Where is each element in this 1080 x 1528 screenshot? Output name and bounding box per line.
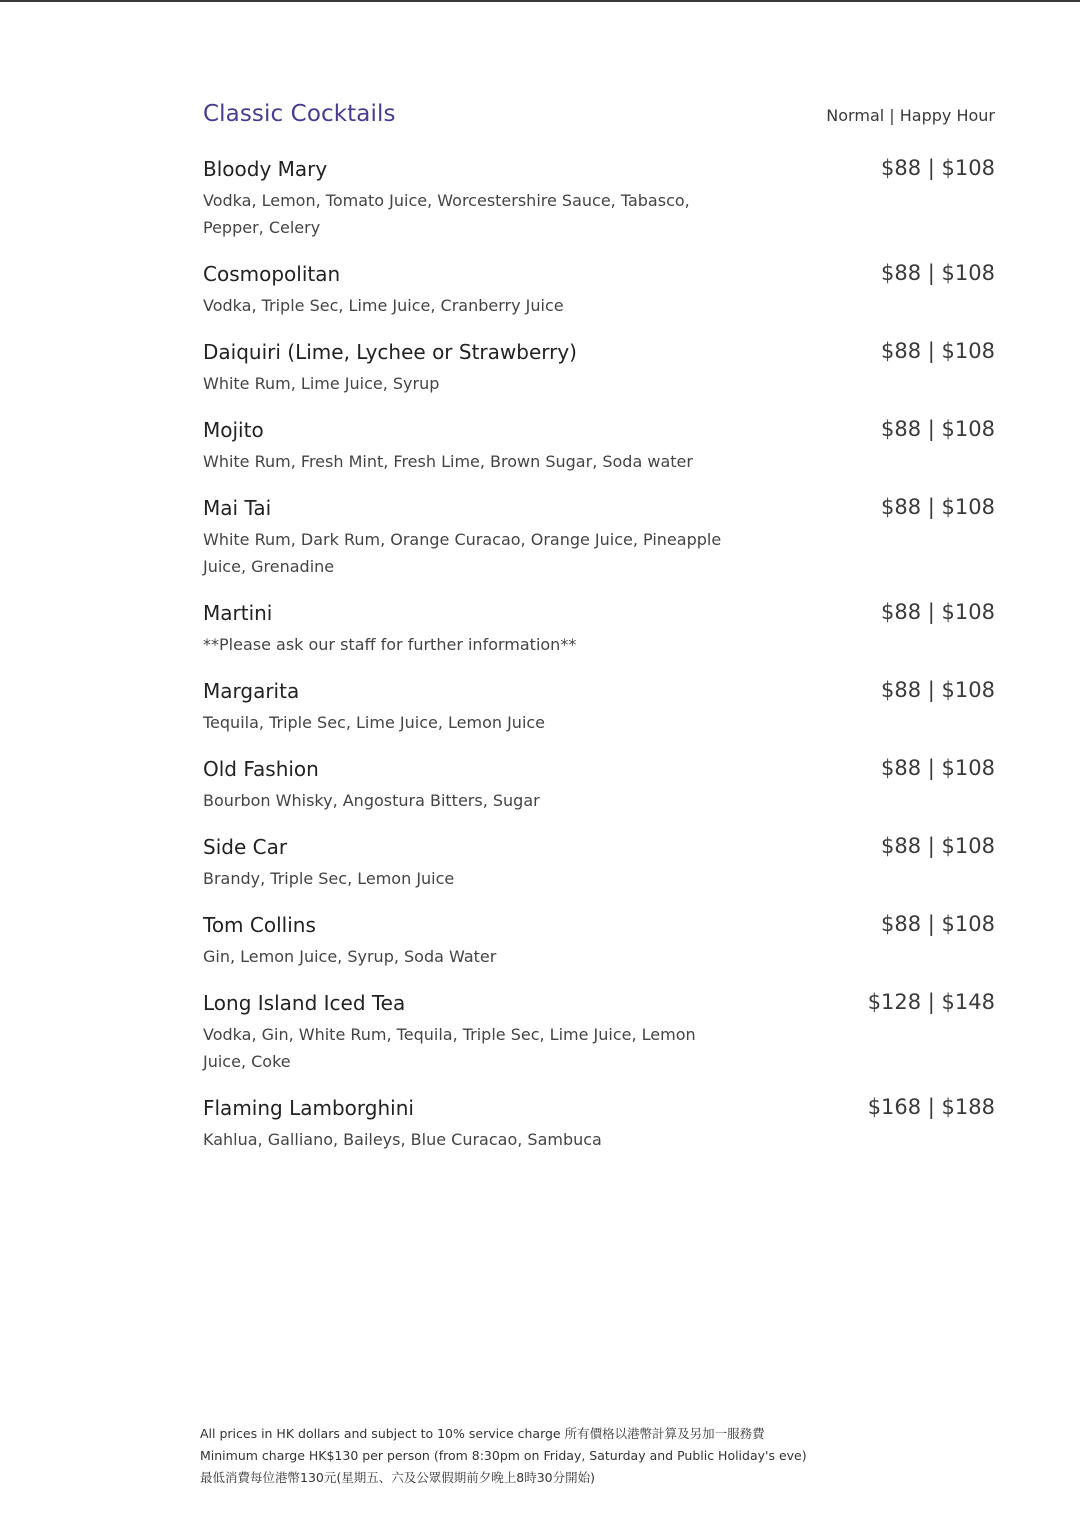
item-ingredients: Brandy, Triple Sec, Lemon Juice	[203, 869, 455, 888]
item-ingredients: White Rum, Fresh Mint, Fresh Lime, Brown Sugar, Soda water	[203, 452, 693, 471]
item-price: $88 | $108	[881, 339, 995, 363]
menu-item-flaming-lamborghini	[203, 1095, 995, 1153]
minimum-charge-note: Minimum charge HK$130 per person (from 8:30pm on Friday, Saturday and Public Holiday's eve)	[200, 1448, 807, 1463]
section-title: Classic Cocktails	[203, 101, 396, 127]
item-price: $88 | $108	[881, 600, 995, 624]
menu-item-daiquiri	[203, 339, 995, 397]
menu-item-mojito	[203, 417, 995, 475]
minimum-charge-note-chinese: 最低消費每位港幣130元(星期五、六及公眾假期前夕晚上8時30分開始)	[200, 1470, 595, 1485]
item-name: Mojito	[203, 418, 264, 442]
item-name: Side Car	[203, 835, 288, 859]
item-price: $88 | $108	[881, 756, 995, 780]
item-ingredients: White Rum, Lime Juice, Syrup	[203, 374, 440, 393]
menu-item-martini	[203, 600, 995, 658]
item-ingredients: Gin, Lemon Juice, Syrup, Soda Water	[203, 947, 497, 966]
item-price: $168 | $188	[867, 1095, 995, 1119]
menu-item-old-fashion	[203, 756, 995, 814]
menu-header	[203, 100, 995, 132]
menu-item-margarita	[203, 678, 995, 736]
item-name: Flaming Lamborghini	[203, 1096, 414, 1120]
item-ingredients: Vodka, Triple Sec, Lime Juice, Cranberry Juice	[203, 296, 564, 315]
item-ingredients: Tequila, Triple Sec, Lime Juice, Lemon Juice	[203, 713, 546, 732]
item-name: Old Fashion	[203, 757, 319, 781]
item-price: $128 | $148	[867, 990, 995, 1014]
item-name: Long Island Iced Tea	[203, 991, 406, 1015]
menu-item-tom-collins	[203, 912, 995, 970]
cocktail-list	[203, 156, 995, 1173]
item-name: Cosmopolitan	[203, 262, 341, 286]
menu-item-side-car	[203, 834, 995, 892]
top-border-line	[0, 0, 1080, 2]
service-charge-note: All prices in HK dollars and subject to 10% service charge 所有價格以港幣計算及另加一服務費	[200, 1426, 765, 1441]
item-ingredients: Bourbon Whisky, Angostura Bitters, Sugar	[203, 791, 540, 810]
item-ingredients: White Rum, Dark Rum, Orange Curacao, Orange Juice, Pineapple Juice, Grenadine	[203, 530, 722, 576]
menu-item-mai-tai	[203, 495, 995, 580]
item-price: $88 | $108	[881, 261, 995, 285]
item-price: $88 | $108	[881, 417, 995, 441]
footer-notes	[200, 1423, 807, 1489]
item-price: $88 | $108	[881, 912, 995, 936]
item-price: $88 | $108	[881, 834, 995, 858]
item-name: Daiquiri (Lime, Lychee or Strawberry)	[203, 340, 577, 364]
menu-item-bloody-mary	[203, 156, 995, 241]
item-ingredients: Vodka, Lemon, Tomato Juice, Worcestershire Sauce, Tabasco, Pepper, Celery	[203, 191, 690, 237]
item-name: Margarita	[203, 679, 300, 703]
item-ingredients: Kahlua, Galliano, Baileys, Blue Curacao, Sambuca	[203, 1130, 602, 1149]
item-price: $88 | $108	[881, 678, 995, 702]
item-name: Martini	[203, 601, 273, 625]
menu-item-cosmopolitan	[203, 261, 995, 319]
item-name: Bloody Mary	[203, 157, 328, 181]
item-price: $88 | $108	[881, 495, 995, 519]
item-name: Mai Tai	[203, 496, 272, 520]
menu-item-long-island-iced-tea	[203, 990, 995, 1075]
item-ingredients: Vodka, Gin, White Rum, Tequila, Triple Sec, Lime Juice, Lemon Juice, Coke	[203, 1025, 696, 1071]
item-name: Tom Collins	[203, 913, 316, 937]
price-column-legend: Normal | Happy Hour	[826, 106, 995, 125]
item-price: $88 | $108	[881, 156, 995, 180]
item-ingredients: **Please ask our staff for further information**	[203, 635, 577, 654]
